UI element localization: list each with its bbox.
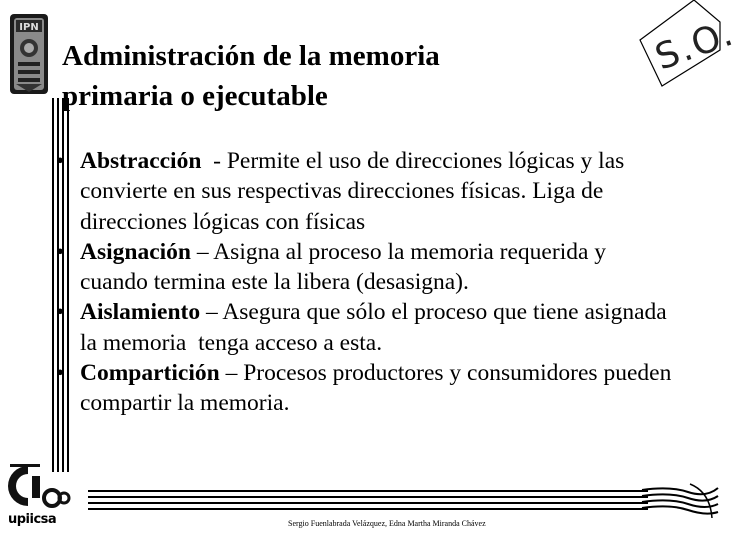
item-text: - Permite el uso de direcciones lógicas y las convierte en sus respectivas direcciones físicas. Liga de direcciones lógicas con físicas: [80, 148, 631, 235]
list-item: [54, 237, 674, 298]
item-term: Aislamiento: [80, 299, 201, 326]
so-badge-text: S.O.: [650, 12, 740, 79]
title-line-2: primaria o ejecutable: [62, 80, 328, 112]
svg-text:IPN: IPN: [19, 22, 39, 33]
item-text: – Asigna al proceso la memoria requerida y cuando termina este la libera (desasigna).: [80, 238, 607, 296]
author-credits: Sergio Fuenlabrada Velázquez, Edna Martha Miranda Chávez: [288, 519, 486, 528]
list-item: [54, 146, 674, 237]
spiral-decoration-icon: [640, 482, 720, 522]
bullet-icon: •: [56, 299, 65, 326]
item-text: – Procesos productores y consumidores pueden compartir la memoria.: [80, 360, 672, 417]
upiicsa-logo-text: upiicsa: [8, 512, 57, 527]
bullet-icon: •: [56, 148, 65, 174]
horizontal-decoration-bars: [88, 490, 648, 514]
item-text: – Asegura que sólo el proceso que tiene asignada la memoria tenga acceso a esta.: [80, 299, 673, 356]
list-item: [54, 358, 674, 419]
slide-title: [62, 36, 582, 116]
list-item: [54, 297, 674, 358]
content-list: [54, 146, 674, 419]
bullet-icon: •: [56, 238, 65, 265]
item-term: Abstracción: [80, 148, 202, 174]
bullet-icon: •: [56, 360, 65, 387]
ipn-logo-icon: [6, 12, 52, 96]
title-line-1: Administración de la memoria: [62, 40, 440, 72]
item-term: Compartición: [80, 360, 220, 387]
item-term: Asignación: [80, 238, 191, 265]
